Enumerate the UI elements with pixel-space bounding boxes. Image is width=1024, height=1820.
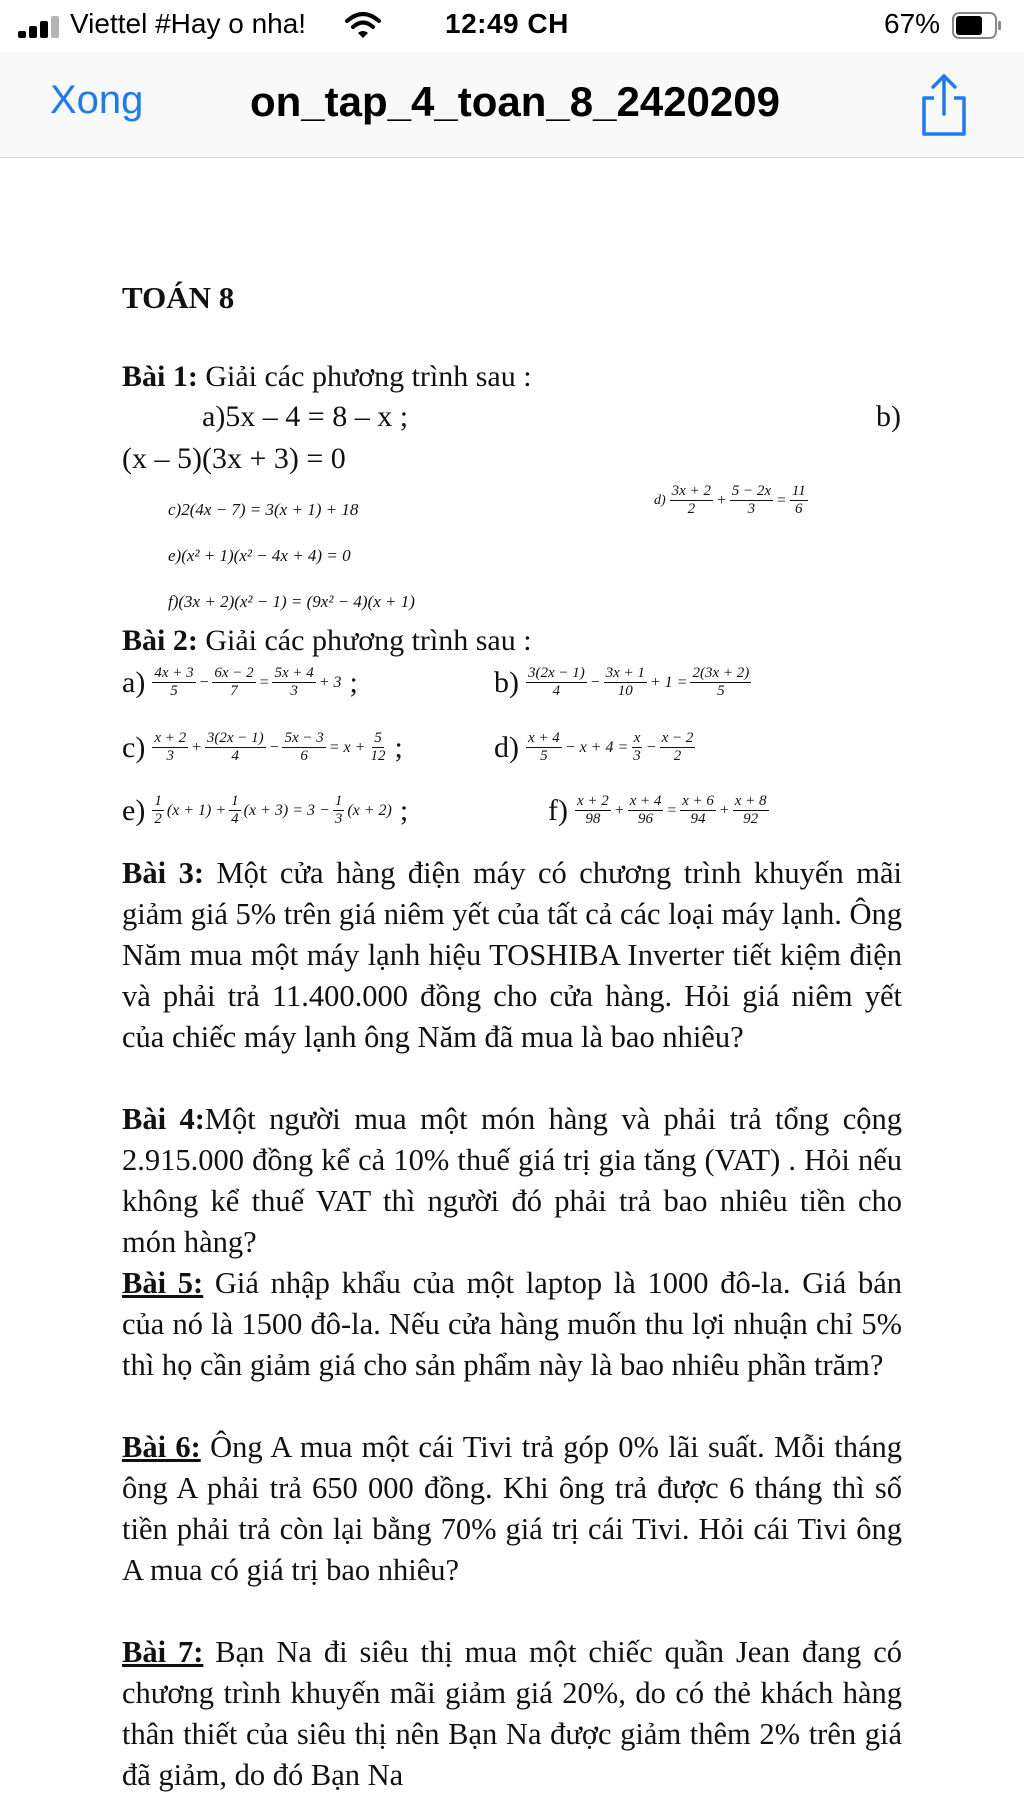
exercise-2c: c) $\frac{x + 2}{3}$ + $\frac{3(2x - 1)}{4}$ − $\frac{5x - 3}{6}$ = x + $\frac{5}{12}$ ;: [122, 730, 403, 764]
document-page[interactable]: [0, 160, 1024, 1820]
exercise-2f: f) $\frac{x + 2}{98}$ + $\frac{x + 4}{96}$ = $\frac{x + 6}{94}$ + $\frac{x + 8}{92}$: [548, 793, 767, 827]
exercise-1d: d) $\frac{3x + 2}{2}$ + $\frac{5 - 2x}{3}$ = $\frac{11}{6}$: [654, 483, 806, 517]
exercise-1f: f)(3x + 2)(x² − 1) = (9x² − 4)(x + 1): [168, 592, 415, 611]
document-heading: TOÁN 8: [122, 280, 235, 315]
wifi-icon: [345, 10, 381, 40]
battery-percent: 67%: [884, 8, 941, 39]
exercise-1b-label: b): [876, 400, 901, 433]
exercise-1e: e)(x² + 1)(x² − 4x + 4) = 0: [168, 546, 351, 565]
exercise-3: Bài 3: Một cửa hàng điện máy có chương trình khuyến mãi giảm giá 5% trên giá niêm yết của tất cả các loại máy lạnh. Ông Năm mua một máy lạnh hiệu TOSHIBA Inverter tiết kiệm điện và phải trả 11.400.000 đồng cho cửa hàng. Hỏi giá niêm yết của chiếc máy lạnh ông Năm đã mua là bao nhiêu?: [122, 856, 902, 1054]
exercise-1c: c)2(4x − 7) = 3(x + 1) + 18: [168, 500, 359, 519]
document-title: on_tap_4_toan_8_2420209: [250, 78, 780, 125]
exercise-2b: b) $\frac{3(2x - 1)}{4}$ − $\frac{3x + 1}{10}$ + 1 = $\frac{2(3x + 2)}{5}$: [494, 665, 750, 699]
exercise-6: Bài 6: Ông A mua một cái Tivi trả góp 0% lãi suất. Mỗi tháng ông A phải trả 650 000 đồng. Khi ông trả được 6 tháng thì số tiền phải trả còn lại bằng 70% giá trị cái Tivi. Hỏi cái Tivi ông A mua có giá trị bao nhiêu?: [122, 1430, 902, 1587]
exercise-4: Bài 4:Một người mua một món hàng và phải trả tổng cộng 2.915.000 đồng kể cả 10% thuế giá trị gia tăng (VAT) . Hỏi nếu không kể thuế VAT thì người đó phải trả bao nhiêu tiền cho món hàng?: [122, 1102, 902, 1259]
carrier-name: Viettel #Hay o nha!: [70, 8, 307, 39]
exercise-5: Bài 5: Giá nhập khẩu của một laptop là 1000 đô-la. Giá bán của nó là 1500 đô-la. Nếu cửa hàng muốn thu lợi nhuận chỉ 5% thì họ cần giảm giá cho sản phẩm này là bao nhiêu phần trăm?: [122, 1266, 902, 1382]
document-nav-bar: [0, 52, 1024, 158]
exercise-1a: a)5x – 4 = 8 – x ;: [202, 400, 409, 433]
exercise-2a: a) $\frac{4x + 3}{5}$ − $\frac{6x - 2}{7}$ = $\frac{5x + 4}{3}$ + 3 ;: [122, 665, 358, 699]
exercise-1-title: Bài 1: Giải các phương trình sau :: [122, 360, 532, 393]
share-icon[interactable]: [917, 72, 971, 138]
clock: 12:49 CH: [445, 8, 569, 39]
status-bar: [0, 0, 1024, 52]
exercise-7: Bài 7: Bạn Na đi siêu thị mua một chiếc quần Jean đang có chương trình khuyến mãi giảm giá 20%, do có thẻ khách hàng thân thiết của siêu thị nên Bạn Na được giảm thêm 2% trên giá đã giảm, do đó Bạn Na: [122, 1635, 902, 1792]
battery-icon: [952, 12, 1002, 39]
exercise-2-title: Bài 2: Giải các phương trình sau :: [122, 624, 532, 657]
cellular-signal-icon: [18, 16, 64, 38]
exercise-1b: (x – 5)(3x + 3) = 0: [122, 442, 346, 475]
exercise-2e: e) $\frac{1}{2}$ (x + 1) + $\frac{1}{4}$ (x + 3) = 3 − $\frac{1}{3}$ (x + 2) ;: [122, 793, 409, 827]
exercise-2d: d) $\frac{x + 4}{5}$ − x + 4 = $\frac{x}{3}$ − $\frac{x - 2}{2}$: [494, 730, 694, 764]
done-button[interactable]: Xong: [50, 78, 144, 122]
